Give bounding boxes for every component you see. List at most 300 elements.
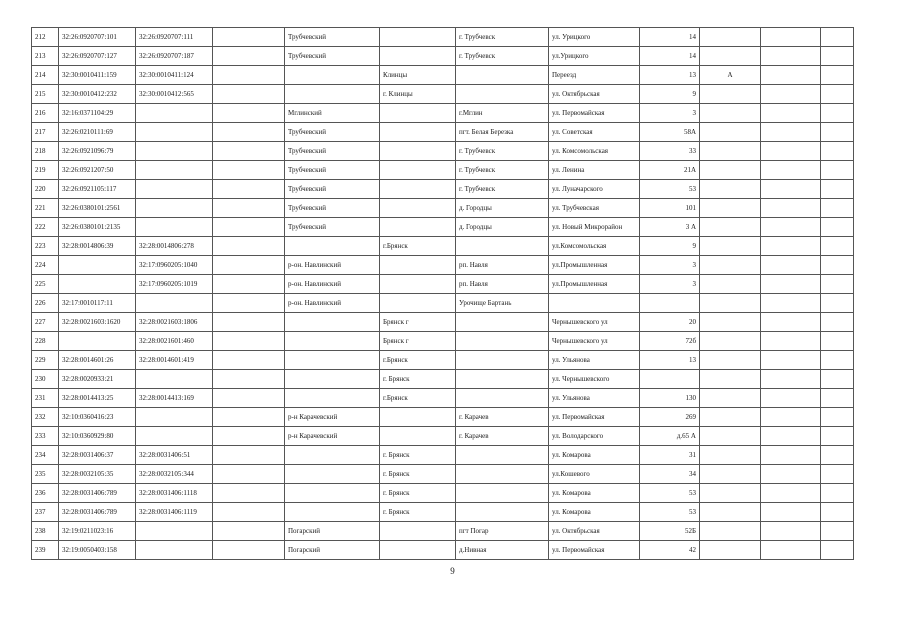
cell-blank — [213, 465, 285, 484]
cell-district: Трубчевский — [285, 47, 380, 66]
cell-settlement: г. Трубчевск — [456, 142, 549, 161]
cell-row-number: 215 — [32, 85, 59, 104]
cell-house-letter — [700, 123, 761, 142]
cell-extra-2 — [821, 541, 854, 560]
cell-street: ул. Ульянова — [549, 389, 640, 408]
cell-house-number: 31 — [640, 446, 700, 465]
cell-city — [380, 28, 456, 47]
cell-extra-2 — [821, 484, 854, 503]
cell-row-number: 222 — [32, 218, 59, 237]
cell-blank — [213, 66, 285, 85]
cell-city — [380, 199, 456, 218]
cell-district: р-он. Навлинский — [285, 294, 380, 313]
cell-house-letter — [700, 199, 761, 218]
cell-extra-2 — [821, 218, 854, 237]
cell-blank — [213, 522, 285, 541]
cell-blank — [213, 28, 285, 47]
table-row — [32, 427, 854, 446]
cell-extra-2 — [821, 446, 854, 465]
table-row — [32, 123, 854, 142]
cell-row-number: 227 — [32, 313, 59, 332]
cell-extra-2 — [821, 161, 854, 180]
cell-district: Трубчевский — [285, 161, 380, 180]
cell-house-number: 53 — [640, 484, 700, 503]
cell-cadastral-number: 32:19:0050403:158 — [59, 541, 136, 560]
cell-building-cadastral-number: 32:17:0960205:1019 — [136, 275, 213, 294]
cell-extra-2 — [821, 389, 854, 408]
table-row — [32, 275, 854, 294]
cell-extra-1 — [761, 47, 821, 66]
cell-settlement — [456, 503, 549, 522]
cell-cadastral-number: 32:28:0020933:21 — [59, 370, 136, 389]
cell-cadastral-number: 32:28:0031406:789 — [59, 503, 136, 522]
cell-street: ул. Комсомольская — [549, 142, 640, 161]
cell-blank — [213, 408, 285, 427]
cell-house-number: 53 — [640, 180, 700, 199]
cell-settlement: д. Городцы — [456, 218, 549, 237]
cell-building-cadastral-number — [136, 161, 213, 180]
cell-house-number: 33 — [640, 142, 700, 161]
cell-house-letter — [700, 446, 761, 465]
table-row — [32, 66, 854, 85]
cell-blank — [213, 161, 285, 180]
cell-extra-1 — [761, 123, 821, 142]
cell-house-number: 20 — [640, 313, 700, 332]
cell-city — [380, 408, 456, 427]
cell-city: г.Брянск — [380, 351, 456, 370]
cell-house-number: 21А — [640, 161, 700, 180]
cell-extra-2 — [821, 66, 854, 85]
cell-blank — [213, 237, 285, 256]
table-row — [32, 313, 854, 332]
cell-house-letter — [700, 142, 761, 161]
cell-settlement: пгт Погар — [456, 522, 549, 541]
cell-house-number: 269 — [640, 408, 700, 427]
cell-extra-1 — [761, 427, 821, 446]
cell-blank — [213, 294, 285, 313]
cell-building-cadastral-number: 32:28:0014413:169 — [136, 389, 213, 408]
cell-settlement — [456, 85, 549, 104]
cell-row-number: 214 — [32, 66, 59, 85]
cell-blank — [213, 484, 285, 503]
cell-extra-1 — [761, 142, 821, 161]
cell-district: Погарский — [285, 522, 380, 541]
table-row — [32, 85, 854, 104]
table-row — [32, 237, 854, 256]
cell-house-number: 14 — [640, 28, 700, 47]
cell-settlement: рп. Навля — [456, 256, 549, 275]
cell-settlement: г. Трубчевск — [456, 180, 549, 199]
cell-row-number: 239 — [32, 541, 59, 560]
cell-district — [285, 503, 380, 522]
cell-settlement: г. Трубчевск — [456, 28, 549, 47]
cell-settlement — [456, 446, 549, 465]
cell-settlement — [456, 389, 549, 408]
cell-house-letter — [700, 351, 761, 370]
cell-cadastral-number — [59, 275, 136, 294]
cell-settlement — [456, 332, 549, 351]
cell-cadastral-number: 32:26:0920707:127 — [59, 47, 136, 66]
cell-extra-1 — [761, 256, 821, 275]
cell-house-letter — [700, 218, 761, 237]
cell-house-letter: А — [700, 66, 761, 85]
cell-extra-1 — [761, 218, 821, 237]
cell-city — [380, 427, 456, 446]
cell-house-number: 3 — [640, 256, 700, 275]
cell-district — [285, 389, 380, 408]
cell-city — [380, 180, 456, 199]
cell-extra-1 — [761, 332, 821, 351]
cell-settlement: г. Трубчевск — [456, 161, 549, 180]
cell-extra-2 — [821, 408, 854, 427]
table-row — [32, 408, 854, 427]
cell-house-number: 101 — [640, 199, 700, 218]
cell-city — [380, 104, 456, 123]
cell-district — [285, 66, 380, 85]
cell-row-number: 232 — [32, 408, 59, 427]
table-row — [32, 503, 854, 522]
cell-district — [285, 85, 380, 104]
cell-row-number: 238 — [32, 522, 59, 541]
cell-extra-1 — [761, 199, 821, 218]
cell-house-letter — [700, 522, 761, 541]
cell-house-letter — [700, 465, 761, 484]
cell-city: г. Брянск — [380, 446, 456, 465]
cell-settlement: д. Городцы — [456, 199, 549, 218]
cell-building-cadastral-number — [136, 370, 213, 389]
cell-blank — [213, 275, 285, 294]
cell-street: ул. Новый Микрорайон — [549, 218, 640, 237]
cell-city — [380, 294, 456, 313]
cell-extra-2 — [821, 522, 854, 541]
cell-extra-1 — [761, 522, 821, 541]
cell-house-letter — [700, 237, 761, 256]
cell-settlement: г. Карачев — [456, 408, 549, 427]
cell-street: Чернышевского ул — [549, 332, 640, 351]
table-row — [32, 142, 854, 161]
cell-extra-1 — [761, 275, 821, 294]
cell-extra-1 — [761, 389, 821, 408]
cell-blank — [213, 370, 285, 389]
cell-building-cadastral-number — [136, 541, 213, 560]
cell-blank — [213, 199, 285, 218]
cell-extra-2 — [821, 85, 854, 104]
cell-house-letter — [700, 389, 761, 408]
cell-row-number: 223 — [32, 237, 59, 256]
cell-district: Мглинский — [285, 104, 380, 123]
cell-row-number: 216 — [32, 104, 59, 123]
cell-building-cadastral-number — [136, 408, 213, 427]
cell-settlement: пгт. Белая Березка — [456, 123, 549, 142]
cell-cadastral-number: 32:10:0360416:23 — [59, 408, 136, 427]
cell-extra-1 — [761, 294, 821, 313]
cell-building-cadastral-number — [136, 522, 213, 541]
cell-city — [380, 161, 456, 180]
cell-house-letter — [700, 28, 761, 47]
cell-cadastral-number: 32:26:0921105:117 — [59, 180, 136, 199]
cell-row-number: 235 — [32, 465, 59, 484]
cell-street: ул.Комсомольская — [549, 237, 640, 256]
cell-blank — [213, 503, 285, 522]
cell-building-cadastral-number — [136, 142, 213, 161]
cell-cadastral-number — [59, 256, 136, 275]
cell-building-cadastral-number: 32:30:0010412:565 — [136, 85, 213, 104]
cell-row-number: 217 — [32, 123, 59, 142]
cell-cadastral-number: 32:28:0021603:1620 — [59, 313, 136, 332]
cell-street: ул.Промышленная — [549, 256, 640, 275]
cell-street: ул. Октябрьская — [549, 85, 640, 104]
cell-building-cadastral-number: 32:17:0960205:1040 — [136, 256, 213, 275]
cell-cadastral-number: 32:26:0210111:69 — [59, 123, 136, 142]
cell-blank — [213, 389, 285, 408]
cell-extra-2 — [821, 142, 854, 161]
cell-district: Трубчевский — [285, 218, 380, 237]
cell-settlement: Урочище Бартань — [456, 294, 549, 313]
cell-extra-1 — [761, 66, 821, 85]
cell-row-number: 212 — [32, 28, 59, 47]
cell-house-number: 9 — [640, 237, 700, 256]
cell-district: р-он. Навлинский — [285, 256, 380, 275]
cell-settlement: рп. Навля — [456, 275, 549, 294]
table-row — [32, 522, 854, 541]
cell-extra-2 — [821, 370, 854, 389]
cell-building-cadastral-number: 32:28:0014806:278 — [136, 237, 213, 256]
cell-blank — [213, 332, 285, 351]
cell-district: р-он. Навлинский — [285, 275, 380, 294]
cell-row-number: 230 — [32, 370, 59, 389]
cell-settlement — [456, 66, 549, 85]
cell-row-number: 226 — [32, 294, 59, 313]
table-row — [32, 484, 854, 503]
cell-cadastral-number: 32:28:0014601:26 — [59, 351, 136, 370]
cell-settlement — [456, 313, 549, 332]
table-row — [32, 161, 854, 180]
cell-street — [549, 294, 640, 313]
cell-cadastral-number: 32:19:0211023:16 — [59, 522, 136, 541]
table-row — [32, 47, 854, 66]
cell-building-cadastral-number: 32:28:0021601:460 — [136, 332, 213, 351]
cell-row-number: 221 — [32, 199, 59, 218]
cell-building-cadastral-number: 32:28:0031406:1119 — [136, 503, 213, 522]
cell-building-cadastral-number: 32:26:0920707:187 — [136, 47, 213, 66]
cell-row-number: 213 — [32, 47, 59, 66]
cell-cadastral-number: 32:28:0031406:789 — [59, 484, 136, 503]
cell-house-number: 52Б — [640, 522, 700, 541]
cell-house-letter — [700, 161, 761, 180]
cell-extra-1 — [761, 313, 821, 332]
cell-cadastral-number — [59, 332, 136, 351]
cell-cadastral-number: 32:28:0014806:39 — [59, 237, 136, 256]
cell-city — [380, 522, 456, 541]
cell-street: ул. Ульянова — [549, 351, 640, 370]
cell-blank — [213, 47, 285, 66]
page-number: 9 — [450, 566, 455, 576]
cell-street: ул. Урицкого — [549, 28, 640, 47]
table-row — [32, 541, 854, 560]
table-row — [32, 256, 854, 275]
cell-house-number: 72б — [640, 332, 700, 351]
cell-house-number: 42 — [640, 541, 700, 560]
cell-district — [285, 446, 380, 465]
cell-house-number: 3 А — [640, 218, 700, 237]
table-row — [32, 218, 854, 237]
cell-cadastral-number: 32:28:0032105:35 — [59, 465, 136, 484]
cell-extra-2 — [821, 28, 854, 47]
cell-city: г. Клинцы — [380, 85, 456, 104]
cell-house-letter — [700, 47, 761, 66]
cell-street: Переезд — [549, 66, 640, 85]
cell-row-number: 228 — [32, 332, 59, 351]
cell-street: ул.Кошевого — [549, 465, 640, 484]
cell-extra-2 — [821, 332, 854, 351]
cell-extra-2 — [821, 47, 854, 66]
cell-settlement — [456, 465, 549, 484]
cell-cadastral-number: 32:26:0380101:2561 — [59, 199, 136, 218]
cell-house-letter — [700, 332, 761, 351]
cell-street: ул. Октябрьская — [549, 522, 640, 541]
cell-extra-2 — [821, 256, 854, 275]
cell-extra-1 — [761, 28, 821, 47]
cell-house-letter — [700, 85, 761, 104]
cell-row-number: 224 — [32, 256, 59, 275]
cell-settlement: г.Мглин — [456, 104, 549, 123]
cell-street: ул. Комарова — [549, 446, 640, 465]
cell-row-number: 231 — [32, 389, 59, 408]
cell-house-number: 130 — [640, 389, 700, 408]
cell-extra-2 — [821, 275, 854, 294]
cell-row-number: 233 — [32, 427, 59, 446]
table-row — [32, 332, 854, 351]
cell-district — [285, 237, 380, 256]
cell-building-cadastral-number: 32:30:0010411:124 — [136, 66, 213, 85]
cell-building-cadastral-number: 32:28:0014601:419 — [136, 351, 213, 370]
cell-building-cadastral-number: 32:28:0031406:51 — [136, 446, 213, 465]
cell-building-cadastral-number — [136, 218, 213, 237]
cell-row-number: 237 — [32, 503, 59, 522]
cell-house-letter — [700, 180, 761, 199]
cell-extra-2 — [821, 123, 854, 142]
cell-city: Клинцы — [380, 66, 456, 85]
cell-district: Трубчевский — [285, 28, 380, 47]
cell-house-letter — [700, 104, 761, 123]
cell-extra-2 — [821, 180, 854, 199]
cell-extra-2 — [821, 465, 854, 484]
cell-district: р-н Карачевский — [285, 427, 380, 446]
cell-blank — [213, 104, 285, 123]
cell-row-number: 236 — [32, 484, 59, 503]
cell-building-cadastral-number — [136, 427, 213, 446]
cell-house-number: 58А — [640, 123, 700, 142]
cell-house-letter — [700, 256, 761, 275]
cell-cadastral-number: 32:28:0014413:25 — [59, 389, 136, 408]
cell-district: Трубчевский — [285, 199, 380, 218]
cell-building-cadastral-number: 32:26:0920707:111 — [136, 28, 213, 47]
cell-street: ул.Урицкого — [549, 47, 640, 66]
cell-street: ул. Луначарского — [549, 180, 640, 199]
cell-extra-2 — [821, 199, 854, 218]
cell-blank — [213, 180, 285, 199]
cell-cadastral-number: 32:26:0921096:79 — [59, 142, 136, 161]
cell-building-cadastral-number — [136, 294, 213, 313]
cell-building-cadastral-number — [136, 104, 213, 123]
table-row — [32, 465, 854, 484]
cell-extra-1 — [761, 351, 821, 370]
cell-district: Трубчевский — [285, 142, 380, 161]
cell-house-letter — [700, 541, 761, 560]
cell-extra-1 — [761, 465, 821, 484]
cell-city — [380, 275, 456, 294]
cell-extra-2 — [821, 351, 854, 370]
cell-street: ул. Трубчевская — [549, 199, 640, 218]
cell-extra-1 — [761, 85, 821, 104]
cell-house-number: 13 — [640, 66, 700, 85]
cell-city: Брянск г — [380, 332, 456, 351]
cell-street: ул. Комарова — [549, 503, 640, 522]
cell-building-cadastral-number: 32:28:0021603:1806 — [136, 313, 213, 332]
cell-blank — [213, 256, 285, 275]
cell-city: Брянск г — [380, 313, 456, 332]
cell-cadastral-number: 32:16:0371104:29 — [59, 104, 136, 123]
cell-district: р-н Карачевский — [285, 408, 380, 427]
cell-building-cadastral-number — [136, 180, 213, 199]
cell-street: ул. Чернышевского — [549, 370, 640, 389]
cell-row-number: 229 — [32, 351, 59, 370]
cell-district — [285, 332, 380, 351]
cell-building-cadastral-number: 32:28:0031406:1118 — [136, 484, 213, 503]
cell-settlement — [456, 484, 549, 503]
cell-blank — [213, 351, 285, 370]
cell-house-number: д.65 А — [640, 427, 700, 446]
cell-house-letter — [700, 294, 761, 313]
cell-city: г. Брянск — [380, 370, 456, 389]
cell-city — [380, 142, 456, 161]
cell-settlement — [456, 370, 549, 389]
cell-house-letter — [700, 427, 761, 446]
cell-city: г. Брянск — [380, 503, 456, 522]
cell-city — [380, 541, 456, 560]
cell-settlement: г. Карачев — [456, 427, 549, 446]
cell-settlement: д.Нивная — [456, 541, 549, 560]
cell-settlement: г. Трубчевск — [456, 47, 549, 66]
cell-cadastral-number: 32:17:0010117:11 — [59, 294, 136, 313]
cell-extra-2 — [821, 313, 854, 332]
cell-extra-1 — [761, 446, 821, 465]
cell-extra-1 — [761, 180, 821, 199]
cell-street: ул. Ленина — [549, 161, 640, 180]
cell-district: Трубчевский — [285, 123, 380, 142]
cell-house-number — [640, 294, 700, 313]
cell-extra-2 — [821, 237, 854, 256]
cell-blank — [213, 218, 285, 237]
cell-house-letter — [700, 503, 761, 522]
cell-extra-2 — [821, 294, 854, 313]
cell-house-number: 13 — [640, 351, 700, 370]
cell-city: г. Брянск — [380, 465, 456, 484]
cell-house-number: 34 — [640, 465, 700, 484]
table-row — [32, 199, 854, 218]
cell-row-number: 234 — [32, 446, 59, 465]
cell-house-number: 3 — [640, 104, 700, 123]
cell-blank — [213, 446, 285, 465]
cell-extra-1 — [761, 484, 821, 503]
table-row — [32, 104, 854, 123]
cell-cadastral-number: 32:26:0921207:50 — [59, 161, 136, 180]
cell-row-number: 220 — [32, 180, 59, 199]
cell-extra-1 — [761, 541, 821, 560]
cell-house-number: 53 — [640, 503, 700, 522]
table-row — [32, 446, 854, 465]
cell-district: Трубчевский — [285, 180, 380, 199]
